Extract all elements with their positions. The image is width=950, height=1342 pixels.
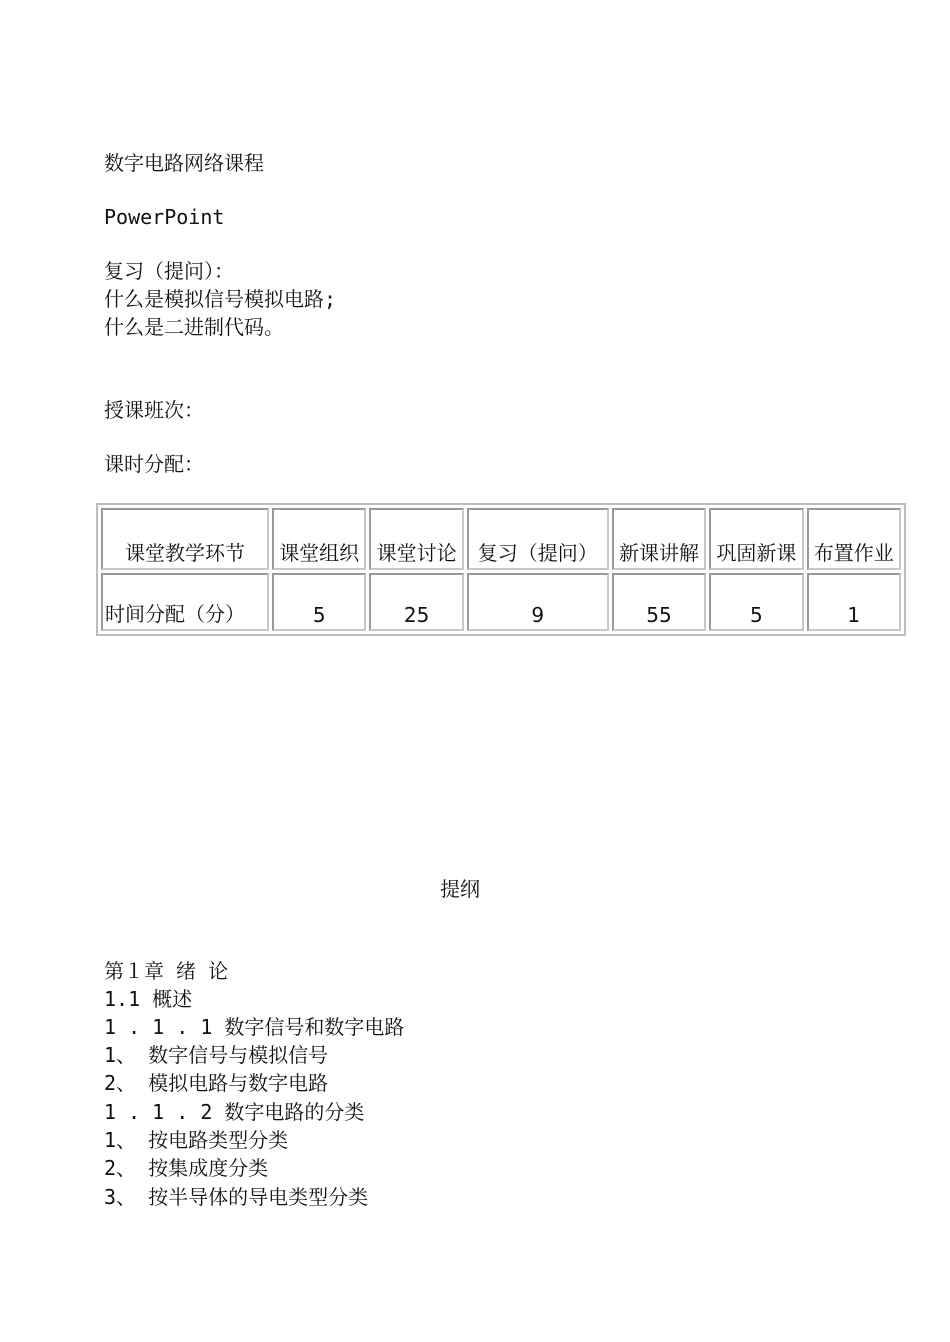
table-row [101,573,901,631]
review-question-2: 什么是二进制代码。 [104,315,284,339]
outline-item: 第１章 绪 论 [104,959,229,983]
software-label: PowerPoint [104,205,225,229]
table-cell: 25 [369,573,463,631]
outline-item: 1 . 1 . 2 数字电路的分类 [104,1100,365,1124]
outline-item: 2、 按集成度分类 [104,1156,269,1180]
outline-item: 1.1 概述 [104,987,193,1011]
row-label: 时间分配（分） [101,573,269,631]
outline-item: 1、 数字信号与模拟信号 [104,1043,329,1067]
review-question-1: 什么是模拟信号模拟电路; [104,287,337,311]
table-cell: 5 [709,573,803,631]
course-title: 数字电路网络课程 [104,151,264,175]
table-header-cell: 课堂讨论 [369,508,463,570]
table-header-cell: 复习（提问） [467,508,609,570]
time-allocation-label: 课时分配： [104,452,204,476]
outline-item: 1 . 1 . 1 数字信号和数字电路 [104,1015,405,1039]
table-header-cell: 课堂组织 [272,508,366,570]
table-header-cell: 课堂教学环节 [101,508,269,570]
table-header-cell: 巩固新课 [709,508,803,570]
outline-title: 提纲 [440,877,480,901]
table-header-cell: 布置作业 [807,508,901,570]
outline-item: 3、 按半导体的导电类型分类 [104,1185,369,1209]
outline-item: 2、 模拟电路与数字电路 [104,1071,329,1095]
table-cell: 55 [612,573,706,631]
table-cell: 1 [807,573,901,631]
table-cell: 9 [467,573,609,631]
class-label: 授课班次： [104,398,204,422]
table-header-cell: 新课讲解 [612,508,706,570]
time-allocation-table [96,503,906,636]
table-cell: 5 [272,573,366,631]
outline-item: 1、 按电路类型分类 [104,1128,289,1152]
table-header-row [101,508,901,570]
review-label: 复习（提问）： [104,259,234,283]
